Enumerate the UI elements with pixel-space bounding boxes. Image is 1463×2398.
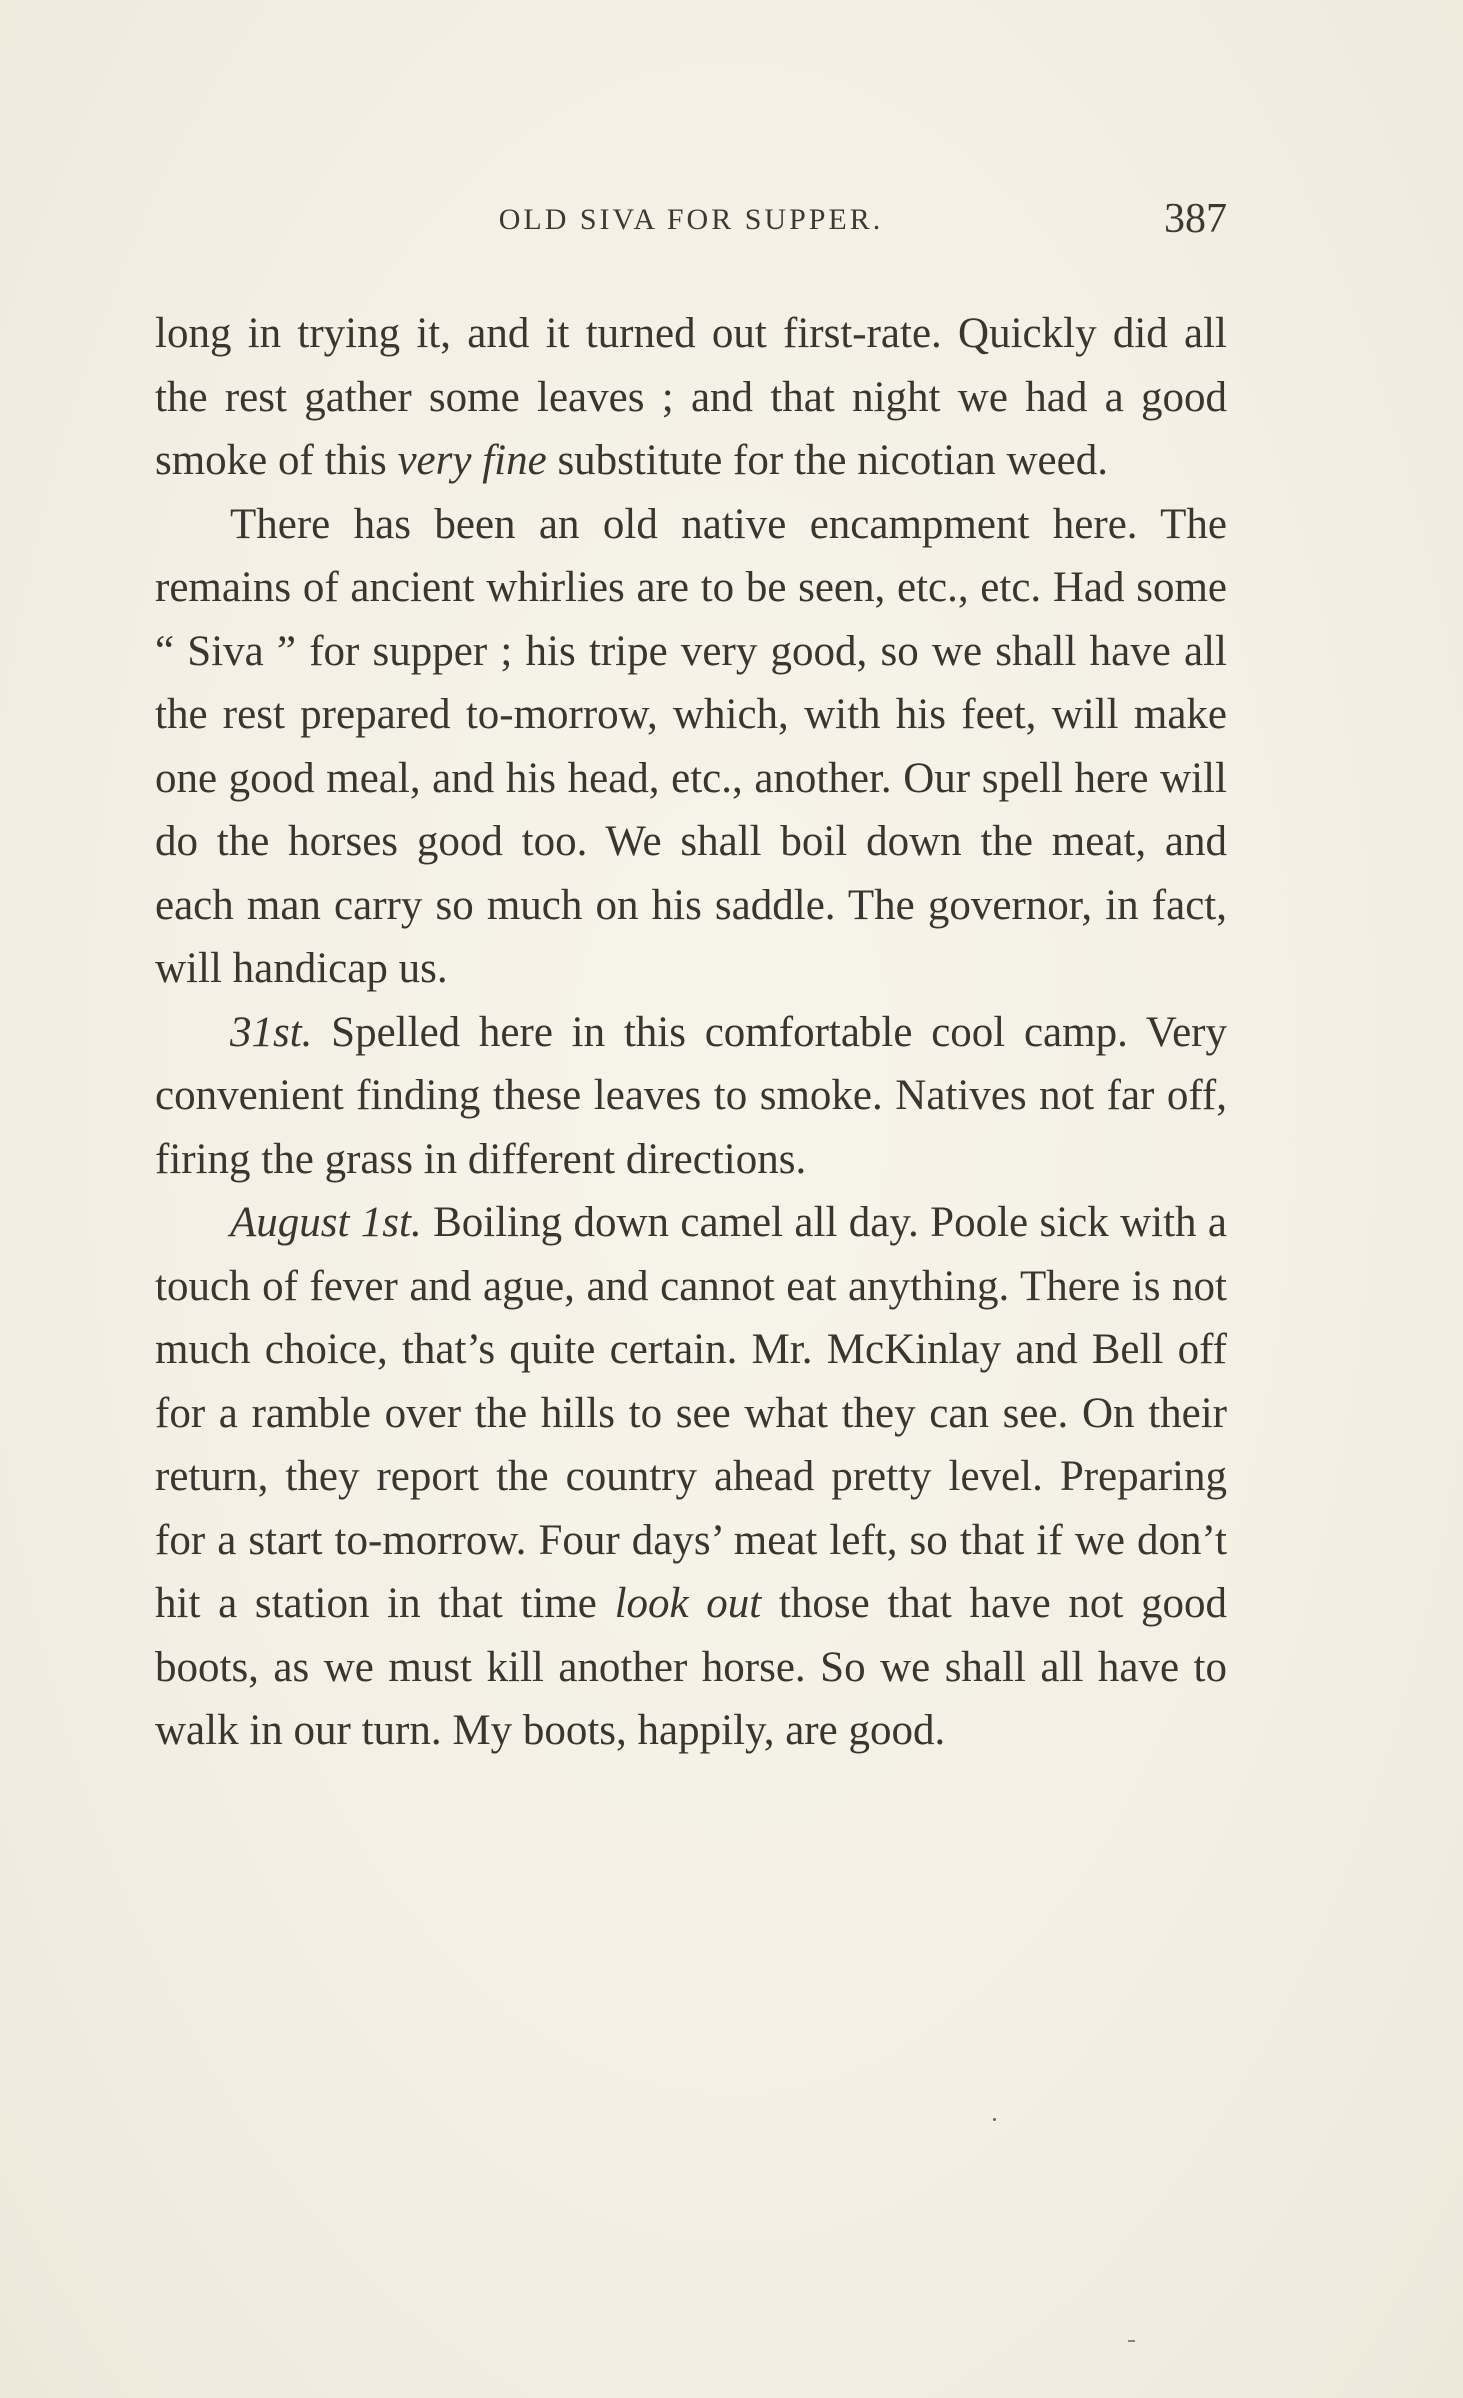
paragraph-text: There has been an old native encampment here. The remains of ancient whirlies are to be seen, etc., etc. Had some “ Siva ” for supper ; his tripe very good, so we shall have all the rest prepared to-morrow, which, with his feet, will make one good meal, and his head, etc., another. Our spell here will do the horses good too. We shall boil down the meat, and each man carry so much on his saddle. The governor, in fact, will handicap us.: [155, 500, 1227, 992]
paper-speck: [993, 2118, 996, 2121]
italic-phrase: look out: [614, 1580, 762, 1627]
paragraph-text: long in trying it, and it turned out first-rate. Quickly did all the rest gather some leaves ; and that night we had a good smoke of this: [155, 310, 1227, 484]
paragraph-encampment: [155, 493, 1227, 1001]
entry-date: 31st.: [230, 1008, 313, 1056]
entry-date: August 1st.: [230, 1199, 422, 1246]
running-title: OLD SIVA FOR SUPPER.: [498, 203, 884, 236]
diary-entry-august-1st: [155, 1191, 1227, 1763]
paper-mark: [1128, 2340, 1135, 2342]
paragraph-text: substitute for the nicotian weed.: [546, 437, 1108, 484]
diary-entry-31st: [155, 1001, 1227, 1192]
italic-phrase: very fine: [397, 437, 547, 484]
running-head: [155, 195, 1227, 245]
page-number: 387: [1164, 196, 1227, 242]
paragraph-text: those that have not good boots, as we must kill another horse. So we shall all have to walk in our turn. My boots, happily, are good.: [155, 1580, 1227, 1754]
paragraph-continuation: [155, 302, 1227, 493]
paragraph-text: Spelled here in this comfortable cool camp. Very convenient finding these leaves to smoke. Natives not far off, firing the grass in different directions.: [155, 1008, 1227, 1183]
paragraph-text: Boiling down camel all day. Poole sick with a touch of fever and ague, and cannot eat anything. There is not much choice, that’s quite certain. Mr. McKinlay and Bell off for a ramble over the hills to see what they can see. On their return, they report the country ahead pretty level. Preparing for a start to-morrow. Four days’ meat left, so that if we don’t hit a station in that time: [155, 1199, 1227, 1627]
body-text: [155, 302, 1227, 1763]
